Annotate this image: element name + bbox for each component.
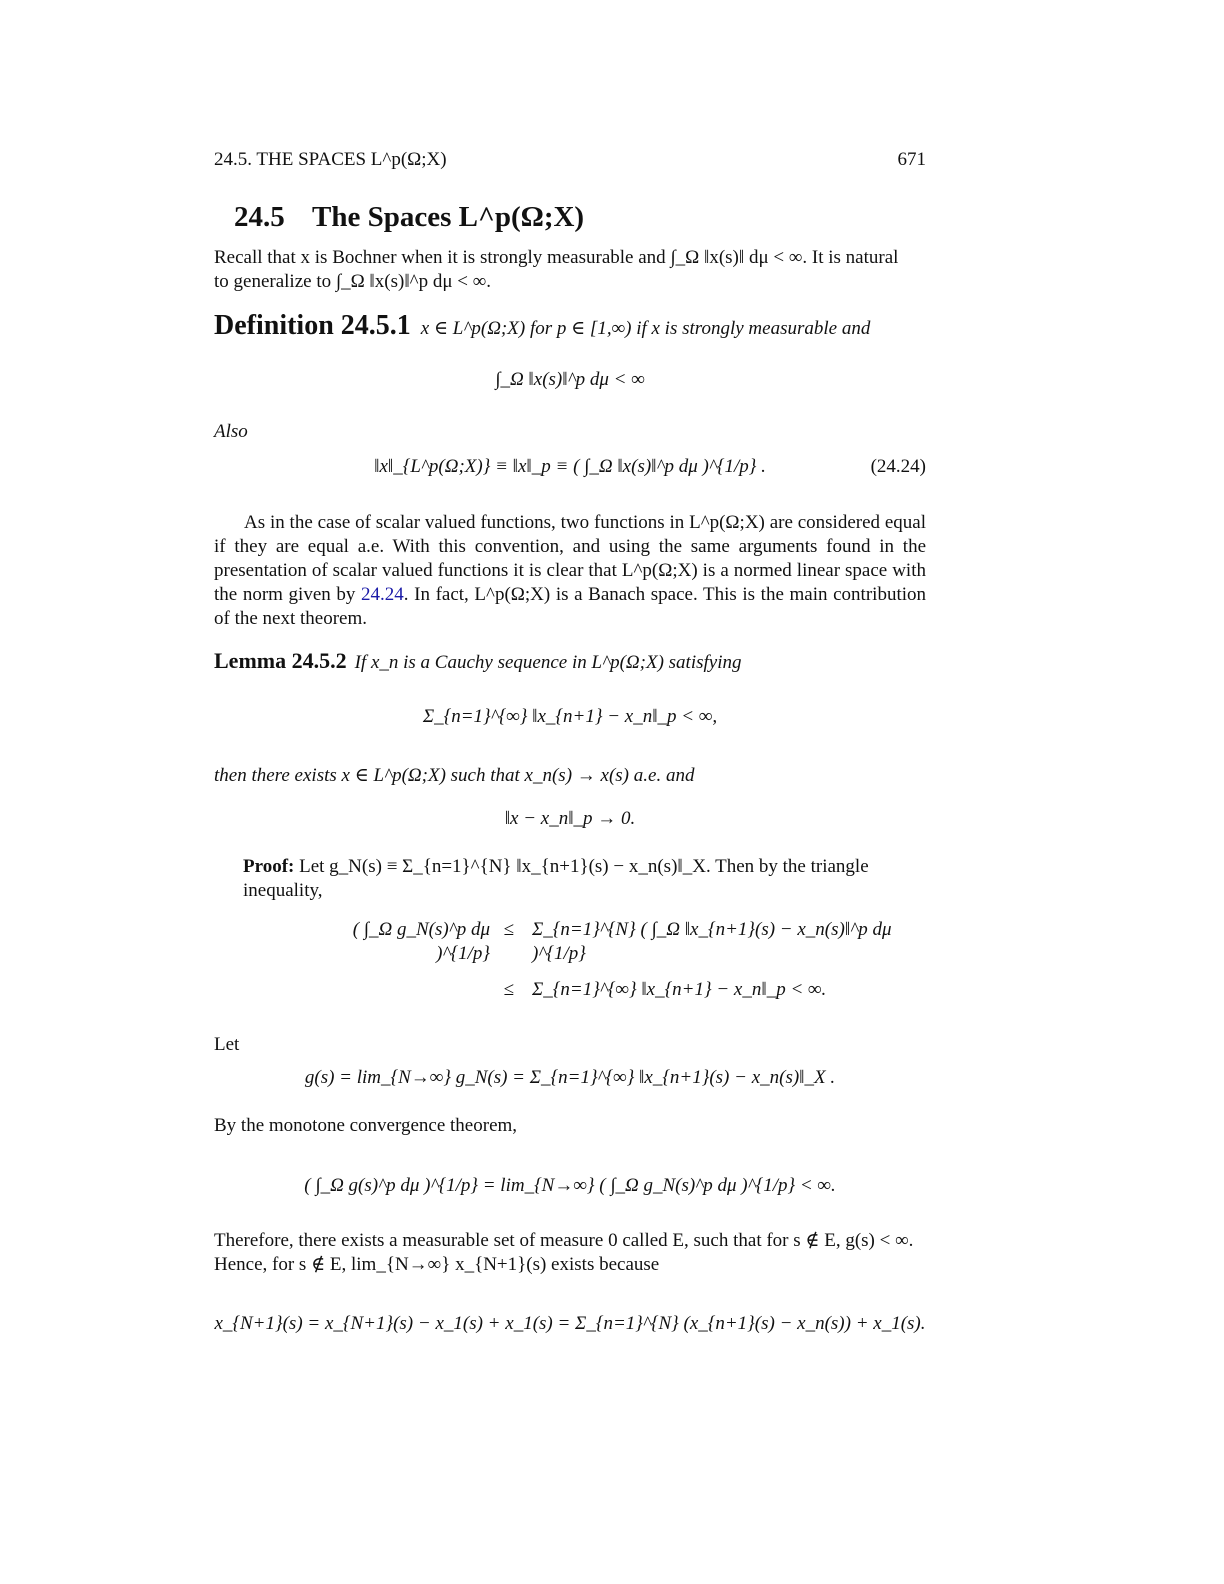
- lemma-label: Lemma 24.5.2: [214, 648, 347, 673]
- proof-label: Proof:: [243, 856, 295, 877]
- proof-line-1: Let g_N(s) ≡ Σ_{n=1}^{N} ‖x_{n+1}(s) − x_n(s)‖_X. Then by the triangle inequality,: [243, 856, 869, 901]
- equation-reference-link[interactable]: 24.24: [361, 584, 404, 605]
- definition-label: Definition 24.5.1: [214, 310, 411, 341]
- definition-heading: [214, 311, 870, 344]
- align-row1-rhs: Σ_{n=1}^{N} ( ∫_Ω ‖x_{n+1}(s) − x_n(s)‖^p dμ )^{1/p}: [532, 919, 892, 964]
- section-title-text: The Spaces L^p(Ω;X): [312, 201, 585, 233]
- definition-statement: x ∈ L^p(Ω;X) for p ∈ [1,∞) if x is strongly measurable and: [420, 318, 871, 339]
- body-paragraph: [214, 511, 926, 631]
- lemma-conclusion: then there exists x ∈ L^p(Ω;X) such that x_n(s) → x(s) a.e. and: [214, 765, 695, 786]
- running-header-section: 24.5. THE SPACES L^p(Ω;X): [214, 149, 447, 170]
- intro-line-1: Recall that x is Bochner when it is strongly measurable and ∫_Ω ‖x(s)‖ dμ < ∞. It is natural: [214, 247, 899, 268]
- align-row2-rhs: Σ_{n=1}^{∞} ‖x_{n+1} − x_n‖_p < ∞.: [532, 979, 827, 1000]
- lemma-statement: If x_n is a Cauchy sequence in L^p(Ω;X) satisfying: [354, 652, 742, 673]
- page-number: 671: [897, 149, 926, 170]
- display-monotone-convergence: ( ∫_Ω g(s)^p dμ )^{1/p} = lim_{N→∞} ( ∫_Ω g_N(s)^p dμ )^{1/p} < ∞.: [304, 1175, 836, 1196]
- therefore-line-1: Therefore, there exists a measurable set of measure 0 called E, such that for s ∉ E, g(s) < ∞.: [214, 1230, 914, 1251]
- align-row1-lhs: ( ∫_Ω g_N(s)^p dμ )^{1/p}: [352, 919, 490, 964]
- body-paragraph-text-1: As in the case of scalar valued functions, two functions in L^p(Ω;X) are considered equal if they are equal a.e. With this convention, and using the same arguments found in the presentation of scalar valued functions it is clear that L^p(Ω;X) is a normed linear space with the norm given by: [214, 512, 926, 605]
- body-paragraph-text-2: . In fact, L^p(Ω;X) is a Banach space. This is the main contribution of the next theorem.: [214, 584, 926, 629]
- align-row1-relation: ≤: [503, 919, 515, 940]
- definition-also: Also: [214, 421, 248, 442]
- lemma-display-limit: ‖x − x_n‖_p → 0.: [504, 808, 636, 829]
- equation-number: (24.24): [870, 456, 926, 477]
- definition-display-integral: ∫_Ω ‖x(s)‖^p dμ < ∞: [495, 369, 645, 390]
- section-title: [234, 200, 584, 234]
- display-g-definition: g(s) = lim_{N→∞} g_N(s) = Σ_{n=1}^{∞} ‖x_{n+1}(s) − x_n(s)‖_X .: [304, 1067, 836, 1088]
- therefore-line-2: Hence, for s ∉ E, lim_{N→∞} x_{N+1}(s) exists because: [214, 1254, 660, 1275]
- definition-display-norm: ‖x‖_{L^p(Ω;X)} ≡ ‖x‖_p ≡ ( ∫_Ω ‖x(s)‖^p dμ )^{1/p} .: [374, 456, 766, 477]
- monotone-convergence-line: By the monotone convergence theorem,: [214, 1115, 518, 1136]
- proof-let: Let: [214, 1034, 240, 1055]
- align-row2-relation: ≤: [503, 979, 515, 1000]
- proof-first-line: [243, 855, 926, 903]
- section-number: 24.5: [234, 201, 285, 233]
- lemma-display-sum: Σ_{n=1}^{∞} ‖x_{n+1} − x_n‖_p < ∞,: [422, 706, 718, 727]
- intro-line-2: to generalize to ∫_Ω ‖x(s)‖^p dμ < ∞.: [214, 271, 492, 292]
- lemma-heading: [214, 648, 742, 676]
- display-telescoping-sum: x_{N+1}(s) = x_{N+1}(s) − x_1(s) + x_1(s) = Σ_{n=1}^{N} (x_{n+1}(s) − x_n(s)) + x_1(s).: [214, 1313, 926, 1334]
